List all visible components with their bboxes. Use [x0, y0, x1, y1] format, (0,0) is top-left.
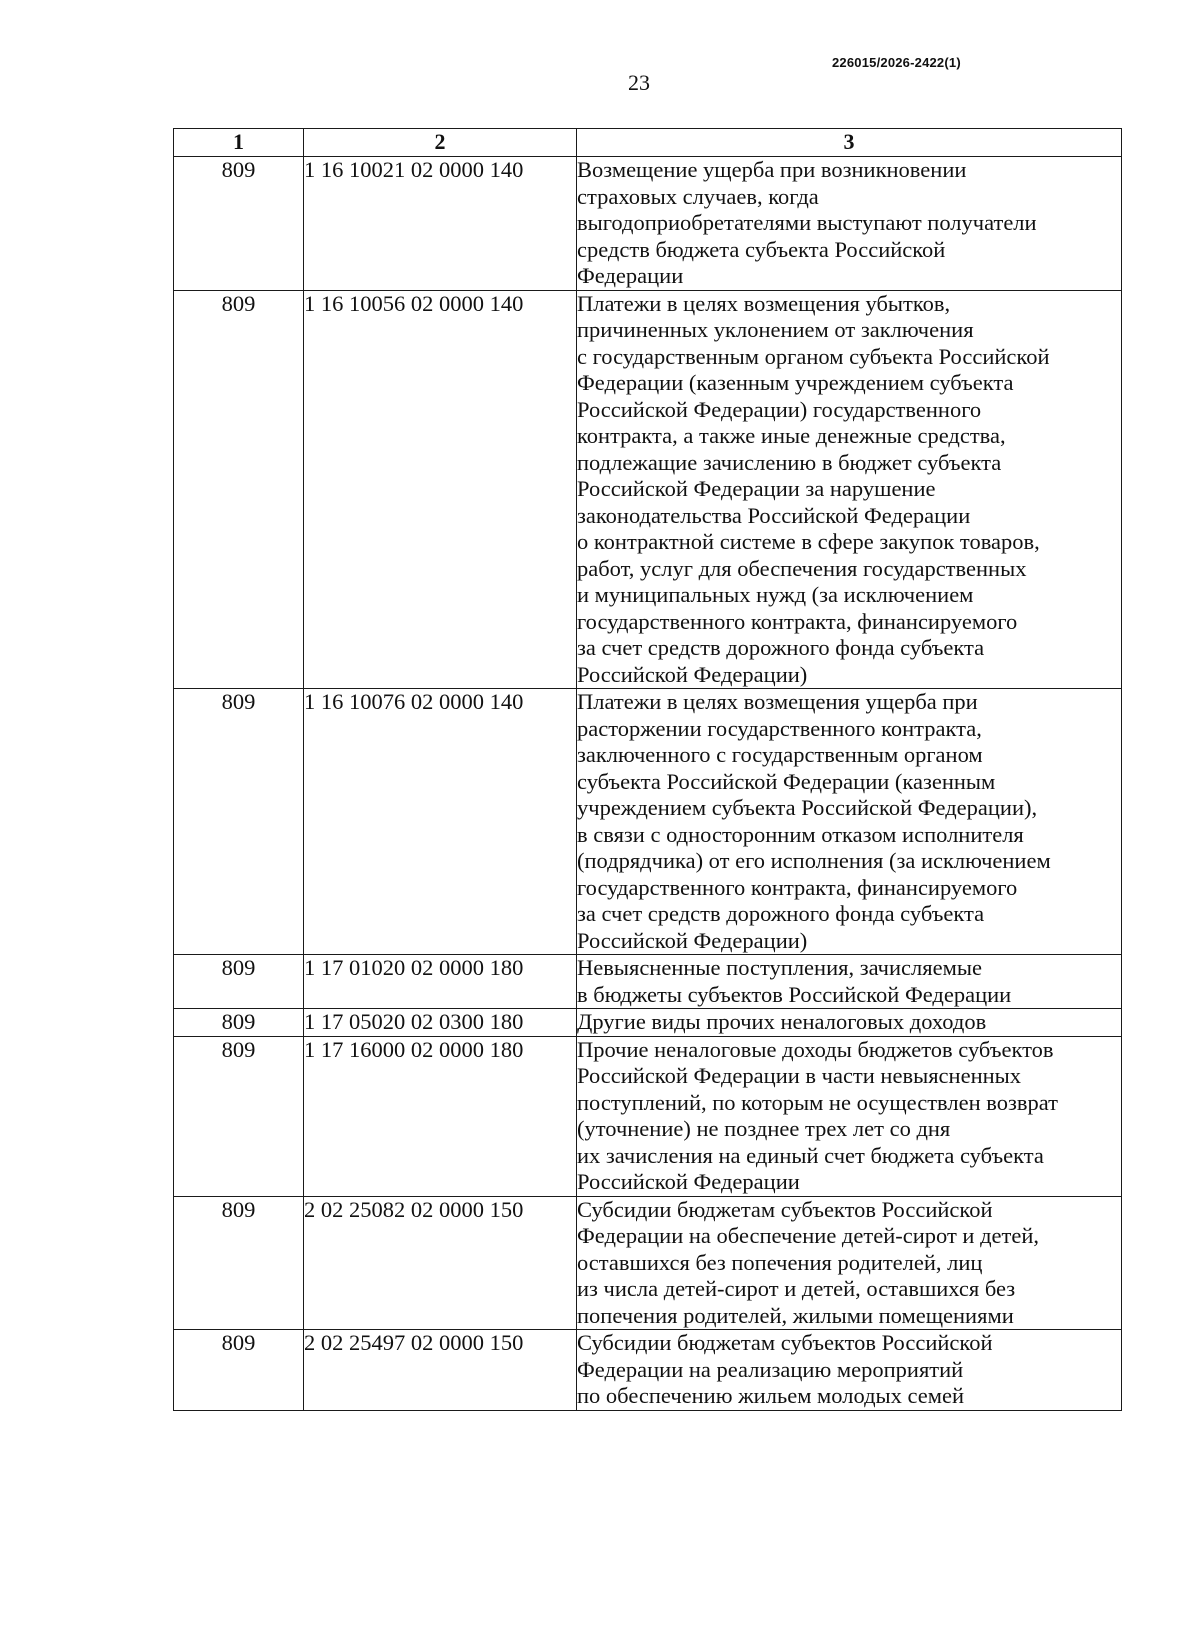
- revenue-name-line: государственного контракта, финансируемого: [577, 874, 1018, 900]
- revenue-name-line: Федерации (казенным учреждением субъекта: [577, 370, 1014, 395]
- table-body: [174, 157, 1122, 1411]
- revenue-name-line: (уточнение) не позднее трех лет со дня: [577, 1116, 951, 1141]
- administrator-code-cell: 809: [174, 1009, 304, 1037]
- table-row: [174, 955, 1122, 1009]
- revenue-name-line: за счет средств дорожного фонда субъекта: [577, 901, 985, 926]
- revenue-name-line: законодательства Российской Федерации: [577, 502, 971, 528]
- revenue-name-line: Российской Федерации): [577, 661, 808, 687]
- revenue-name-line: Прочие неналоговые доходы бюджетов субъектов: [577, 1036, 1054, 1062]
- revenue-name-line: Российской Федерации): [577, 927, 808, 953]
- revenue-name-line: заключенного с государственным органом: [577, 742, 983, 767]
- revenue-name-line: причиненных уклонением от заключения: [577, 317, 974, 342]
- revenue-name-line: страховых случаев, когда: [577, 183, 819, 209]
- budget-classification-code-cell: 1 16 10021 02 0000 140: [304, 157, 577, 291]
- revenue-name-line: и муниципальных нужд (за исключением: [577, 582, 974, 607]
- revenue-name-line: по обеспечению жильем молодых семей: [577, 1383, 965, 1408]
- page-number: 23: [628, 70, 650, 95]
- revenue-name-line: субъекта Российской Федерации (казенным: [577, 768, 996, 794]
- revenue-name-line: Федерации: [577, 263, 684, 288]
- revenue-name-line: Российской Федерации за нарушение: [577, 476, 936, 501]
- revenue-name-line: с государственным органом субъекта Российской: [577, 343, 1050, 369]
- column-header-2: 2: [304, 129, 577, 157]
- revenue-name-line: Другие виды прочих неналоговых доходов: [577, 1009, 987, 1034]
- revenue-name-line: подлежащие зачислению в бюджет субъекта: [577, 449, 1002, 475]
- revenue-name-line: в связи с односторонним отказом исполнителя: [577, 821, 1024, 847]
- revenue-name-line: Российской Федерации: [577, 1169, 800, 1194]
- revenue-name-line: выгодоприобретателями выступают получатели: [577, 210, 1037, 235]
- revenue-name-cell: [577, 157, 1122, 291]
- revenue-name-line: учреждением субъекта Российской Федерации),: [577, 795, 1038, 820]
- revenue-name-cell: [577, 290, 1122, 689]
- administrator-code-cell: 809: [174, 1036, 304, 1196]
- revenue-name-line: расторжении государственного контракта,: [577, 715, 982, 741]
- budget-classification-code-cell: 1 17 16000 02 0000 180: [304, 1036, 577, 1196]
- revenue-name-line: о контрактной системе в сфере закупок товаров,: [577, 529, 1040, 554]
- revenue-name-line: поступлений, по которым не осуществлен возврат: [577, 1089, 1058, 1115]
- budget-classification-code-cell: 1 16 10056 02 0000 140: [304, 290, 577, 689]
- revenue-name-line: из числа детей-сирот и детей, оставшихся без: [577, 1276, 1016, 1301]
- revenue-name-line: оставшихся без попечения родителей, лиц: [577, 1249, 983, 1275]
- revenue-name-line: их зачисления на единый счет бюджета субъекта: [577, 1142, 1044, 1168]
- revenue-name-line: Субсидии бюджетам субъектов Российской: [577, 1330, 993, 1355]
- budget-classification-code-cell: 1 16 10076 02 0000 140: [304, 689, 577, 955]
- revenue-name-line: Федерации на реализацию мероприятий: [577, 1356, 964, 1382]
- budget-revenue-codes-table: [173, 128, 1122, 1411]
- revenue-name-line: Российской Федерации) государственного: [577, 396, 982, 422]
- revenue-name-line: Федерации на обеспечение детей-сирот и детей,: [577, 1223, 1039, 1248]
- revenue-name-line: государственного контракта, финансируемого: [577, 608, 1018, 634]
- revenue-name-line: Субсидии бюджетам субъектов Российской: [577, 1196, 993, 1222]
- revenue-name-cell: [577, 1036, 1122, 1196]
- column-header-3: 3: [577, 129, 1122, 157]
- administrator-code-cell: 809: [174, 157, 304, 291]
- budget-classification-code-cell: 2 02 25082 02 0000 150: [304, 1196, 577, 1330]
- revenue-name-cell: [577, 689, 1122, 955]
- administrator-code-cell: 809: [174, 1330, 304, 1411]
- budget-classification-code-cell: 2 02 25497 02 0000 150: [304, 1330, 577, 1411]
- administrator-code-cell: 809: [174, 955, 304, 1009]
- table-row: [174, 1009, 1122, 1037]
- revenue-name-line: Платежи в целях возмещения убытков,: [577, 290, 951, 316]
- revenue-name-line: Возмещение ущерба при возникновении: [577, 157, 967, 182]
- revenue-name-line: попечения родителей, жилыми помещениями: [577, 1302, 1014, 1328]
- revenue-name-line: в бюджеты субъектов Российской Федерации: [577, 981, 1012, 1007]
- table-row: [174, 1330, 1122, 1411]
- revenue-name-line: средств бюджета субъекта Российской: [577, 236, 946, 262]
- table-row: [174, 1036, 1122, 1196]
- table-row: [174, 1196, 1122, 1330]
- revenue-name-cell: [577, 955, 1122, 1009]
- budget-classification-code-cell: 1 17 05020 02 0300 180: [304, 1009, 577, 1037]
- administrator-code-cell: 809: [174, 1196, 304, 1330]
- revenue-name-line: Невыясненные поступления, зачисляемые: [577, 955, 982, 980]
- revenue-name-cell: [577, 1330, 1122, 1411]
- revenue-name-line: за счет средств дорожного фонда субъекта: [577, 635, 985, 660]
- table-row: [174, 157, 1122, 291]
- document-registration-number: 226015/2026-2422(1): [832, 55, 961, 70]
- revenue-name-cell: [577, 1196, 1122, 1330]
- table-header-row: [174, 129, 1122, 157]
- revenue-name-line: контракта, а также иные денежные средства,: [577, 423, 1006, 448]
- administrator-code-cell: 809: [174, 290, 304, 689]
- table-row: [174, 689, 1122, 955]
- table-row: [174, 290, 1122, 689]
- column-header-1: 1: [174, 129, 304, 157]
- budget-classification-code-cell: 1 17 01020 02 0000 180: [304, 955, 577, 1009]
- revenue-name-line: Платежи в целях возмещения ущерба при: [577, 689, 978, 714]
- revenue-name-line: (подрядчика) от его исполнения (за исключением: [577, 848, 1051, 873]
- administrator-code-cell: 809: [174, 689, 304, 955]
- revenue-name-line: работ, услуг для обеспечения государственных: [577, 555, 1027, 581]
- revenue-name-line: Российской Федерации в части невыясненных: [577, 1063, 1022, 1088]
- revenue-name-cell: [577, 1009, 1122, 1037]
